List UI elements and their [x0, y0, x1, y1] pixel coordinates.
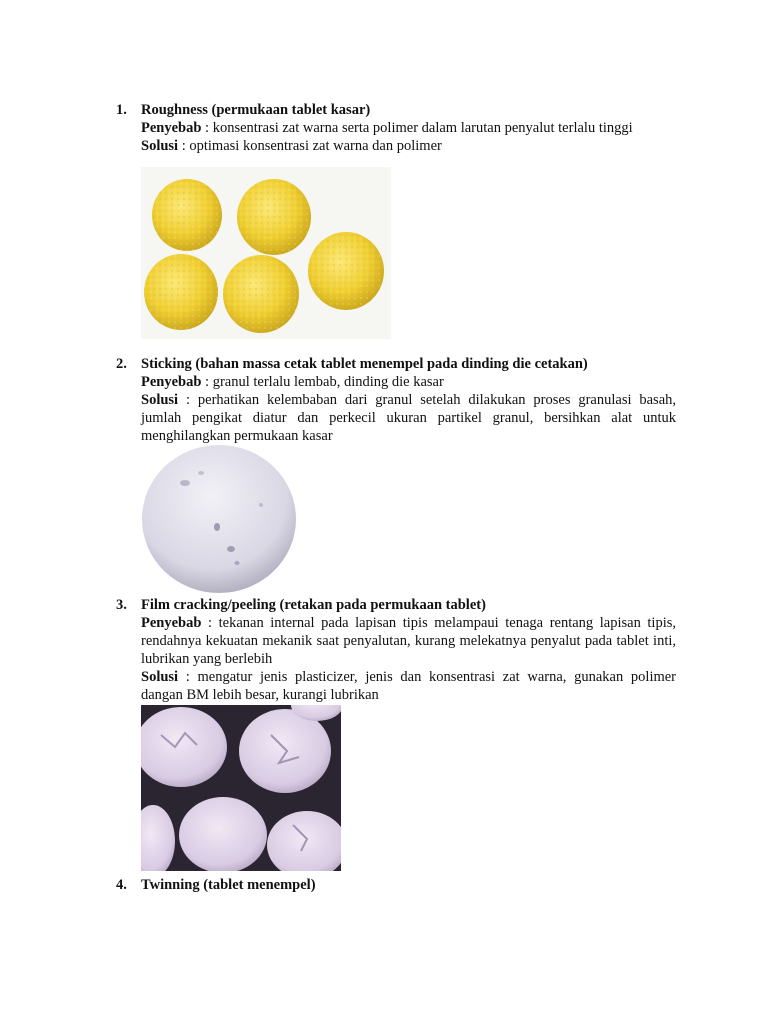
cause-text: : granul terlalu lembab, dinding die kasar [205, 374, 444, 390]
solution-text: : mengatur jenis plasticizer, jenis dan konsentrasi zat warna, gunakan polimer dangan BM lebih besar, kurangi lubrikan [141, 669, 677, 703]
roughness-tablets-photo [141, 167, 391, 339]
solution-line [141, 391, 676, 445]
cause-line [141, 373, 676, 391]
list-item-twinning [116, 876, 676, 894]
item-title: Roughness (permukaan tablet kasar) [141, 102, 371, 118]
cause-text: : konsentrasi zat warna serta polimer dalam larutan penyalut terlalu tinggi [205, 120, 633, 136]
cause-text: : tekanan internal pada lapisan tipis melampaui tenaga rentang lapisan tipis, rendahnya kekuatan mekanik saat penyalutan, kurang melekatnya penyalut pada tablet inti, lubrikan yang berlebih [141, 615, 677, 667]
list-item-film-cracking [116, 596, 676, 704]
item-title: Sticking (bahan massa cetak tablet menempel pada dinding die cetakan) [141, 356, 588, 372]
cause-line [141, 614, 676, 668]
solution-text: : optimasi konsentrasi zat warna dan polimer [181, 138, 442, 154]
list-item-roughness [116, 101, 676, 155]
item-title: Twinning (tablet menempel) [141, 877, 316, 893]
film-cracking-tablets-photo [141, 705, 341, 871]
item-number: 1. [116, 102, 127, 118]
solution-label: Solusi [141, 392, 179, 408]
item-number: 3. [116, 597, 127, 613]
sticking-tablet-photo [141, 445, 301, 595]
solution-text: : perhatikan kelembaban dari granul setelah dilakukan proses granulasi basah, jumlah pengikat diatur dan perkecil ukuran partikel granul, bersihkan alat untuk menghilangkan permukaan kasar [141, 392, 677, 444]
solution-label: Solusi [141, 138, 179, 154]
cause-label: Penyebab [141, 615, 202, 631]
item-title: Film cracking/peeling (retakan pada permukaan tablet) [141, 597, 486, 613]
item-number: 4. [116, 877, 127, 893]
cause-line [141, 119, 676, 137]
list-item-sticking [116, 355, 676, 445]
solution-line [141, 137, 676, 155]
cause-label: Penyebab [141, 120, 202, 136]
item-number: 2. [116, 356, 127, 372]
solution-label: Solusi [141, 669, 179, 685]
cause-label: Penyebab [141, 374, 202, 390]
solution-line [141, 668, 676, 704]
